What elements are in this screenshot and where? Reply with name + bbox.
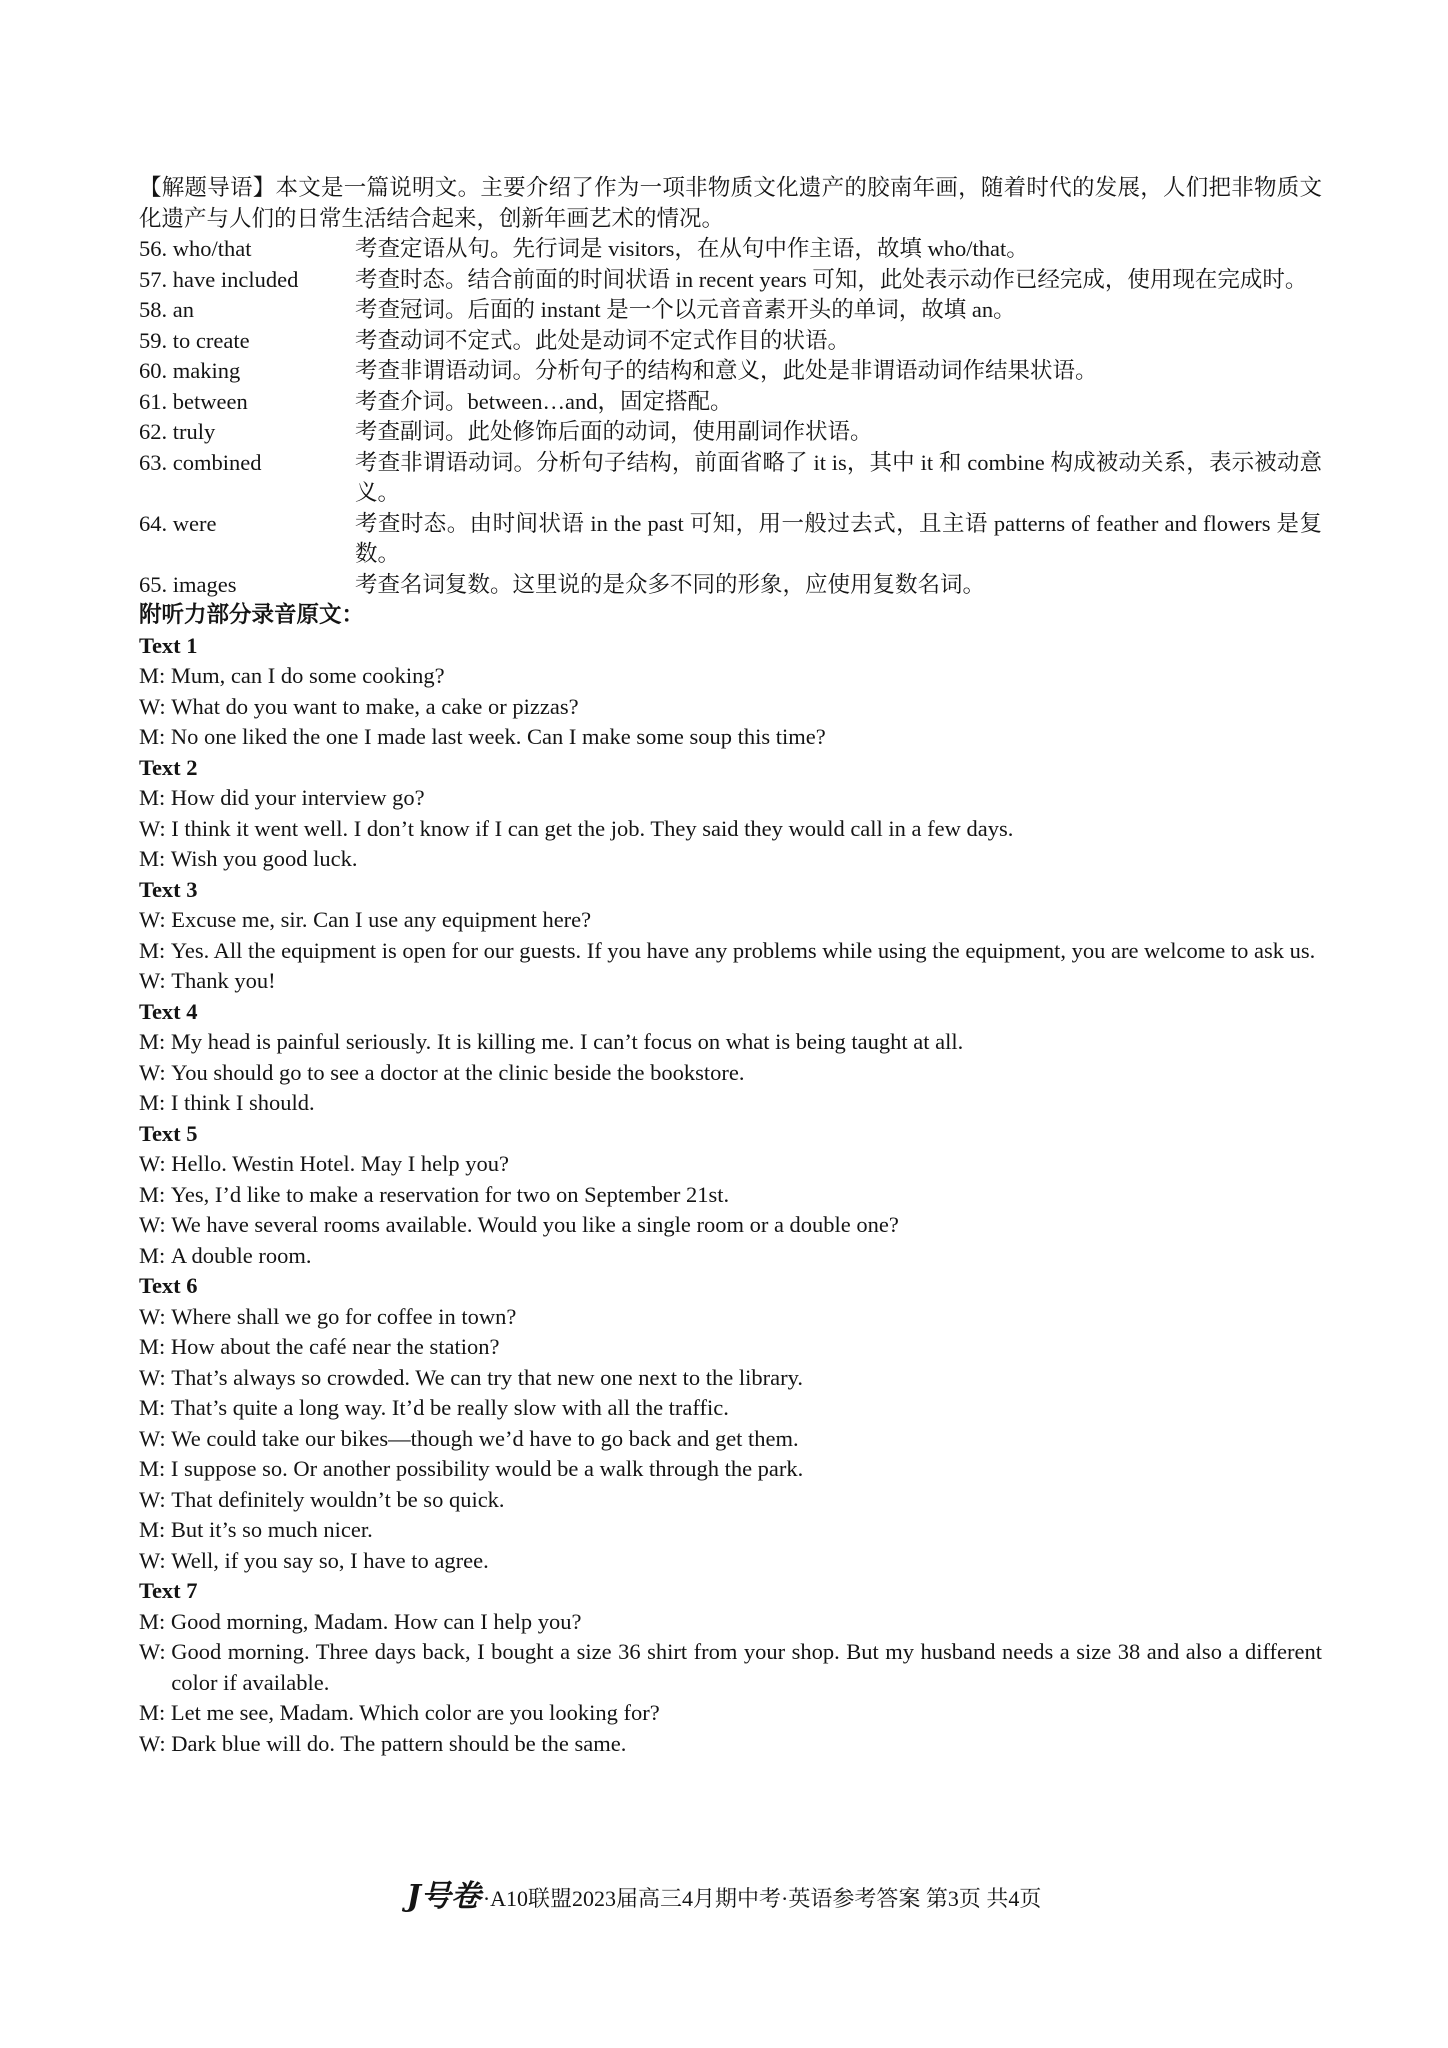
answer-explanation: 考查副词。此处修饰后面的动词，使用副词作状语。 [355, 419, 873, 444]
dialogue-line [139, 1393, 1322, 1424]
speaker-label: M: [139, 1456, 171, 1481]
text-title: Text 4 [139, 998, 198, 1024]
utterance: Where shall we go for coffee in town? [171, 1303, 517, 1329]
answer-key: 58. an [139, 297, 194, 322]
speaker-label: M: [139, 1608, 171, 1634]
dialogue-line [139, 1515, 1322, 1546]
utterance: That’s quite a long way. It’d be really slow with all the traffic. [170, 1395, 729, 1420]
text-title: Text 1 [139, 632, 198, 658]
speaker-label: M: [139, 846, 171, 871]
text-title: Text 7 [139, 1578, 198, 1603]
dialogue-line [139, 1424, 1322, 1455]
answer-explanation: 考查时态。由时间状语 in the past 可知，用一般过去式，且主语 patterns of feather and flowers 是复数。 [355, 510, 1322, 566]
utterance: Let me see, Madam. Which color are you looking for? [170, 1700, 660, 1725]
answer-key: 65. images [139, 571, 237, 597]
speaker-label: W: [139, 1212, 172, 1237]
utterance: Excuse me, sir. Can I use any equipment here? [171, 907, 592, 932]
answer-row [139, 570, 1322, 601]
speaker-label: M: [139, 1029, 171, 1054]
speaker-label: W: [139, 1364, 172, 1390]
utterance: Yes, I’d like to make a reservation for two on September 21st. [170, 1181, 730, 1207]
speaker-label: W: [139, 1425, 172, 1451]
dialogue-line [139, 783, 1322, 814]
dialogue-line [139, 1241, 1322, 1272]
utterance: I suppose so. Or another possibility would be a walk through the park. [170, 1456, 804, 1481]
utterance: What do you want to make, a cake or pizzas? [171, 693, 579, 719]
answer-explanation: 考查时态。结合前面的时间状语 in recent years 可知，此处表示动作已经完成，使用现在完成时。 [355, 266, 1308, 292]
utterance: Mum, can I do some cooking? [170, 663, 445, 688]
speaker-label: W: [139, 693, 172, 719]
dialogue-line [139, 722, 1322, 753]
answer-list [139, 234, 1322, 600]
listening-heading: 附听力部分录音原文： [139, 602, 365, 627]
speaker-label: W: [139, 907, 172, 932]
answer-explanation: 考查非谓语动词。分析句子的结构和意义，此处是非谓语动词作结果状语。 [355, 358, 1098, 383]
speaker-label: W: [139, 1303, 172, 1329]
utterance: We could take our bikes—though we’d have to go back and get them. [171, 1425, 799, 1451]
text-title: Text 3 [139, 876, 198, 902]
utterance: But it’s so much nicer. [170, 1517, 373, 1542]
answer-row [139, 234, 1322, 265]
answer-key: 57. have included [139, 266, 299, 292]
utterance: How about the café near the station? [170, 1334, 500, 1359]
speaker-label: M: [139, 1700, 171, 1725]
utterance: Wish you good luck. [170, 846, 358, 871]
dialogue-line [139, 1485, 1322, 1516]
dialogue-line [139, 966, 1322, 997]
utterance: Good morning, Madam. How can I help you? [170, 1608, 582, 1634]
speaker-label: M: [139, 1395, 171, 1420]
speaker-label: M: [139, 663, 171, 688]
utterance: Good morning. Three days back, I bought a size 36 shirt from your shop. But my husband needs a size 38 and also a different color if available. [171, 1639, 1322, 1695]
utterance: My head is painful seriously. It is killing me. I can’t focus on what is being taught at all. [170, 1029, 964, 1054]
answer-key: 63. combined [139, 449, 262, 475]
speaker-label: M: [139, 1090, 171, 1115]
dialogue-line [139, 1698, 1322, 1729]
text-title: Text 6 [139, 1273, 198, 1298]
answer-row [139, 356, 1322, 387]
utterance: Hello. Westin Hotel. May I help you? [171, 1151, 509, 1176]
text-title: Text 2 [139, 754, 198, 780]
utterance: How did your interview go? [170, 785, 425, 810]
document-body [139, 173, 1322, 1759]
utterance: I think it went well. I don’t know if I can get the job. They said they would call in a few days. [171, 815, 1014, 841]
speaker-label: W: [139, 1547, 172, 1573]
answer-explanation: 考查定语从句。先行词是 visitors，在从句中作主语，故填 who/that。 [355, 236, 1029, 261]
dialogue-line [139, 814, 1322, 845]
dialogue-line [139, 1363, 1322, 1394]
speaker-label: W: [139, 968, 172, 993]
dialogue-line [139, 1088, 1322, 1119]
utterance: Thank you! [171, 968, 276, 993]
utterance: That’s always so crowded. We can try that new one next to the library. [171, 1364, 804, 1390]
utterance: I think I should. [170, 1090, 315, 1115]
answer-row [139, 509, 1322, 570]
dialogue-line [139, 1302, 1322, 1333]
answer-explanation: 考查非谓语动词。分析句子结构，前面省略了 it is，其中 it 和 combine 构成被动关系，表示被动意义。 [355, 449, 1322, 505]
utterance: Well, if you say so, I have to agree. [171, 1547, 489, 1573]
answer-row [139, 295, 1322, 326]
answer-explanation: 考查冠词。后面的 instant 是一个以元音音素开头的单词，故填 an。 [355, 297, 1016, 322]
dialogue-line [139, 905, 1322, 936]
utterance: You should go to see a doctor at the clinic beside the bookstore. [171, 1059, 745, 1085]
dialogue-line [139, 692, 1322, 723]
dialogue-line [139, 1149, 1322, 1180]
dialogue-line [139, 1210, 1322, 1241]
transcript [139, 631, 1322, 1760]
answer-row [139, 448, 1322, 509]
answer-row [139, 326, 1322, 357]
answer-row [139, 417, 1322, 448]
speaker-label: M: [139, 937, 171, 963]
speaker-label: W: [139, 1059, 172, 1085]
speaker-label: M: [139, 1181, 171, 1207]
dialogue-line [139, 844, 1322, 875]
utterance: A double room. [170, 1242, 312, 1268]
speaker-label: W: [139, 815, 172, 841]
dialogue-line [139, 1729, 1322, 1760]
answer-row [139, 387, 1322, 418]
dialogue-line [139, 1332, 1322, 1363]
answer-key: 60. making [139, 358, 241, 383]
speaker-label: M: [139, 1242, 171, 1268]
dialogue-line [139, 1058, 1322, 1089]
answer-explanation: 考查介词。between…and，固定搭配。 [355, 388, 733, 414]
dialogue-line [139, 936, 1322, 967]
dialogue-line [139, 1607, 1322, 1638]
utterance: Dark blue will do. The pattern should be the same. [171, 1730, 627, 1756]
answer-explanation: 考查动词不定式。此处是动词不定式作目的状语。 [355, 327, 851, 353]
brand-logo: J号卷 [406, 1879, 481, 1914]
dialogue-line [139, 1454, 1322, 1485]
footer-text: ·A10联盟2023届高三4月期中考·英语参考答案 第3页 共4页 [482, 1886, 1042, 1911]
answer-explanation: 考查名词复数。这里说的是众多不同的形象，应使用复数名词。 [355, 571, 986, 597]
utterance: No one liked the one I made last week. Can I make some soup this time? [170, 724, 826, 749]
speaker-label: W: [139, 1639, 172, 1664]
dialogue-line [139, 1546, 1322, 1577]
utterance: That definitely wouldn’t be so quick. [171, 1486, 505, 1512]
utterance: We have several rooms available. Would you like a single room or a double one? [171, 1212, 899, 1237]
text-title: Text 5 [139, 1120, 198, 1146]
answer-row [139, 265, 1322, 296]
dialogue-line [139, 1027, 1322, 1058]
page-footer [0, 1879, 1448, 1914]
dialogue-line [139, 661, 1322, 692]
speaker-label: W: [139, 1151, 172, 1176]
speaker-label: W: [139, 1730, 172, 1756]
answer-key: 56. who/that [139, 236, 252, 261]
answer-key: 61. between [139, 388, 248, 414]
intro-paragraph: 【解题导语】本文是一篇说明文。主要介绍了作为一项非物质文化遗产的胶南年画，随着时代的发展，人们把非物质文化遗产与人们的日常生活结合起来，创新年画艺术的情况。 [139, 175, 1322, 231]
speaker-label: M: [139, 1334, 171, 1359]
dialogue-line [139, 1180, 1322, 1211]
answer-key: 62. truly [139, 419, 216, 444]
dialogue-line [139, 1637, 1322, 1698]
speaker-label: M: [139, 724, 171, 749]
speaker-label: M: [139, 785, 171, 810]
speaker-label: W: [139, 1486, 172, 1512]
answer-key: 59. to create [139, 327, 250, 353]
speaker-label: M: [139, 1517, 171, 1542]
answer-key: 64. were [139, 510, 217, 536]
utterance: Yes. All the equipment is open for our guests. If you have any problems while using the equipment, you are welcome to ask us. [170, 937, 1316, 963]
